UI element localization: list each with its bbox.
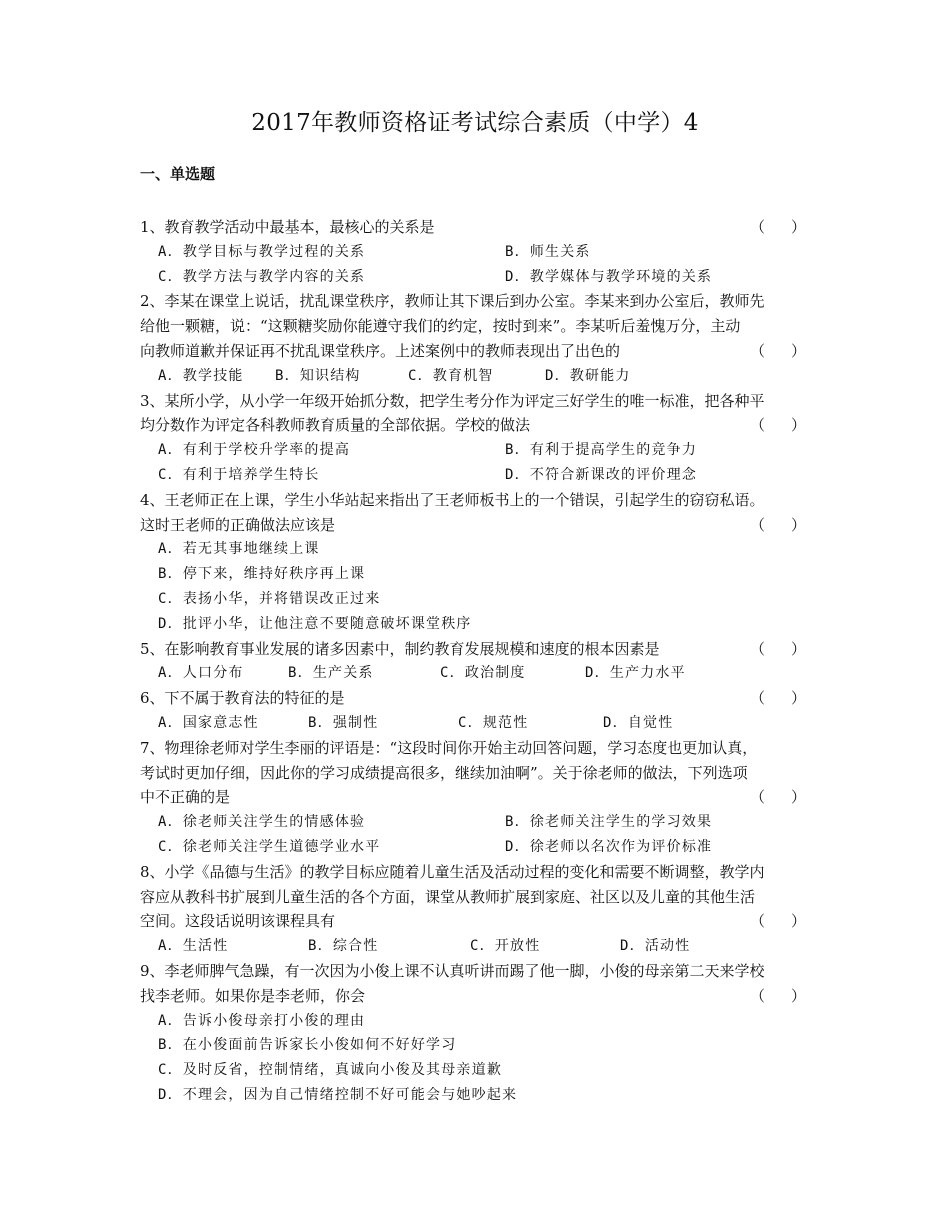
option-item[interactable]: C．教学方法与教学内容的关系 <box>158 268 366 285</box>
paren-left: （ <box>750 986 766 1005</box>
option-row <box>140 463 820 488</box>
option-item[interactable]: A．告诉小俊母亲打小俊的理由 <box>158 1012 366 1029</box>
option-item[interactable]: C．徐老师关注学生道德学业水平 <box>158 838 381 855</box>
question-stem <box>140 215 820 240</box>
answer-blank[interactable] <box>750 785 806 810</box>
question-stem-continued <box>140 909 820 934</box>
question-stem-continued <box>140 761 820 786</box>
option-item[interactable]: A．有利于学校升学率的提高 <box>158 442 351 459</box>
paren-left: （ <box>750 912 766 931</box>
option-item[interactable]: A．生活性 <box>158 938 229 955</box>
answer-blank[interactable] <box>750 215 806 240</box>
paren-left: （ <box>750 416 766 435</box>
question-text: 容应从教科书扩展到儿童生活的各个方面，课堂从教师扩展到家庭、社区以及儿童的其他生活 <box>140 887 756 906</box>
question-stem-continued <box>140 785 820 810</box>
option-row <box>140 364 820 389</box>
question-text: 3、某所小学，从小学一年级开始抓分数，把学生考分作为评定三好学生的唯一标准，把各种平 <box>140 391 765 410</box>
option-item[interactable]: A．教学目标与教学过程的关系 <box>158 243 366 260</box>
question-block <box>140 637 820 687</box>
paren-left: （ <box>750 218 766 236</box>
paren-left: （ <box>750 689 766 708</box>
paren-right: ） <box>791 416 807 435</box>
option-item[interactable]: A．教学技能 <box>158 367 244 384</box>
question-stem <box>140 686 820 711</box>
question-stem <box>140 488 820 513</box>
option-row <box>140 587 820 612</box>
question-block <box>140 289 820 388</box>
question-text: 中不正确的是 <box>140 788 231 807</box>
question-stem <box>140 389 820 414</box>
option-item[interactable]: B．综合性 <box>308 938 379 955</box>
option-item[interactable]: B．师生关系 <box>505 243 591 260</box>
option-item[interactable]: A．徐老师关注学生的情感体验 <box>158 814 366 831</box>
paren-right: ） <box>791 515 807 534</box>
section-heading: 一、单选题 <box>140 165 216 183</box>
option-item[interactable]: B．有利于提高学生的竞争力 <box>505 442 698 459</box>
option-row <box>140 612 820 637</box>
option-row <box>140 265 820 290</box>
option-row <box>140 1058 820 1083</box>
answer-blank[interactable] <box>750 339 806 364</box>
question-text: 2、李某在课堂上说话，扰乱课堂秩序，教师让其下课后到办公室。李某来到办公室后，教师先 <box>140 292 765 311</box>
question-stem-continued <box>140 413 820 438</box>
option-item[interactable]: D．不符合新课改的评价理念 <box>505 466 698 483</box>
question-text: 5、在影响教育事业发展的诸多因素中，制约教育发展规模和速度的根本因素是 <box>140 639 660 658</box>
option-item[interactable]: B．强制性 <box>308 714 379 731</box>
question-stem <box>140 736 820 761</box>
answer-blank[interactable] <box>750 513 806 538</box>
question-text: 8、小学《品德与生活》的教学目标应随着儿童生活及活动过程的变化和需要不断调整，教学内 <box>140 862 765 881</box>
option-item[interactable]: B．停下来，维持好秩序再上课 <box>158 566 366 583</box>
option-row <box>140 562 820 587</box>
option-item[interactable]: D．批评小华，让他注意不要随意破坏课堂秩序 <box>158 615 472 632</box>
question-text: 6、下不属于教育法的特征的是 <box>140 689 345 708</box>
question-block <box>140 959 820 1108</box>
question-text: 空间。这段话说明该课程具有 <box>140 912 336 931</box>
question-text: 7、物理徐老师对学生李丽的评语是：“这段时间你开始主动回答问题，学习态度也更加认真， <box>140 738 758 757</box>
option-item[interactable]: C．政治制度 <box>440 665 526 682</box>
paren-left: （ <box>750 515 766 534</box>
option-item[interactable]: B．知识结构 <box>275 367 361 384</box>
option-item[interactable]: A．人口分布 <box>158 665 244 682</box>
paren-right: ） <box>791 639 807 658</box>
question-stem <box>140 860 820 885</box>
question-stem <box>140 959 820 984</box>
question-block <box>140 860 820 959</box>
option-row <box>140 934 820 959</box>
page-title: 2017年教师资格证考试综合素质（中学）4 <box>251 110 699 136</box>
option-item[interactable]: C．表扬小华，并将错误改正过来 <box>158 590 381 607</box>
answer-blank[interactable] <box>750 909 806 934</box>
question-text: 向教师道歉并保证再不扰乱课堂秩序。上述案例中的教师表现出了出色的 <box>140 341 621 360</box>
question-block <box>140 488 820 637</box>
option-item[interactable]: D．自觉性 <box>603 714 674 731</box>
question-text: 考试时更加仔细，因此你的学习成绩提高很多，继续加油啊”。关于徐老师的做法，下列选项 <box>140 763 748 782</box>
question-text: 1、教育教学活动中最基本，最核心的关系是 <box>140 218 435 236</box>
option-item[interactable]: D．教研能力 <box>545 367 631 384</box>
paren-left: （ <box>750 788 766 807</box>
option-item[interactable]: A．国家意志性 <box>158 714 259 731</box>
option-row <box>140 661 820 686</box>
paren-right: ） <box>791 986 807 1005</box>
question-stem-continued <box>140 339 820 364</box>
option-item[interactable]: C．教育机智 <box>408 367 494 384</box>
option-item[interactable]: B．在小俊面前告诉家长小俊如何不好好学习 <box>158 1037 457 1054</box>
option-item[interactable]: D．不理会，因为自己情绪控制不好可能会与她吵起来 <box>158 1086 518 1103</box>
question-text: 这时王老师的正确做法应该是 <box>140 515 336 534</box>
answer-blank[interactable] <box>750 686 806 711</box>
option-item[interactable]: D．生产力水平 <box>585 665 686 682</box>
option-item[interactable]: D．教学媒体与教学环境的关系 <box>505 268 713 285</box>
option-item[interactable]: A．若无其事地继续上课 <box>158 541 320 558</box>
option-row <box>140 240 820 265</box>
question-block <box>140 215 820 289</box>
question-stem-continued <box>140 513 820 538</box>
option-row <box>140 537 820 562</box>
option-item[interactable]: D．活动性 <box>620 938 691 955</box>
question-text: 4、王老师正在上课，学生小华站起来指出了王老师板书上的一个错误，引起学生的窃窃私语。 <box>140 490 765 509</box>
question-block <box>140 389 820 488</box>
option-item[interactable]: C．开放性 <box>470 938 541 955</box>
question-block <box>140 686 820 736</box>
question-stem <box>140 289 820 314</box>
option-row <box>140 1033 820 1058</box>
question-block <box>140 736 820 860</box>
answer-blank[interactable] <box>750 413 806 438</box>
option-item[interactable]: B．徐老师关注学生的学习效果 <box>505 814 713 831</box>
paren-right: ） <box>791 912 807 931</box>
option-row <box>140 1083 820 1108</box>
paren-right: ） <box>791 788 807 807</box>
paren-left: （ <box>750 639 766 658</box>
option-item[interactable]: C．规范性 <box>458 714 529 731</box>
option-row <box>140 438 820 463</box>
question-text: 9、李老师脾气急躁，有一次因为小俊上课不认真听讲而踢了他一脚，小俊的母亲第二天来学校 <box>140 961 765 980</box>
answer-blank[interactable] <box>750 637 806 662</box>
paren-right: ） <box>791 218 807 236</box>
paren-left: （ <box>750 341 766 360</box>
option-row <box>140 711 820 736</box>
option-item[interactable]: C．有利于培养学生特长 <box>158 466 320 483</box>
question-stem-continued <box>140 314 820 339</box>
question-text: 均分数作为评定各科教师教育质量的全部依据。学校的做法 <box>140 416 531 435</box>
paren-right: ） <box>791 341 807 360</box>
question-stem-continued <box>140 984 820 1009</box>
option-item[interactable]: B．生产关系 <box>288 665 374 682</box>
option-row <box>140 1009 820 1034</box>
option-row <box>140 835 820 860</box>
question-stem-continued <box>140 885 820 910</box>
question-list <box>140 215 820 1108</box>
option-row <box>140 810 820 835</box>
answer-blank[interactable] <box>750 984 806 1009</box>
option-item[interactable]: D．徐老师以名次作为评价标准 <box>505 838 713 855</box>
question-text: 给他一颗糖，说：“这颗糖奖励你能遵守我们的约定，按时到来”。李某听后羞愧万分，主动 <box>140 317 741 336</box>
question-text: 找李老师。如果你是李老师，你会 <box>140 986 366 1005</box>
paren-right: ） <box>791 689 807 708</box>
option-item[interactable]: C．及时反省，控制情绪，真诚向小俊及其母亲道歉 <box>158 1062 503 1079</box>
question-stem <box>140 637 820 662</box>
